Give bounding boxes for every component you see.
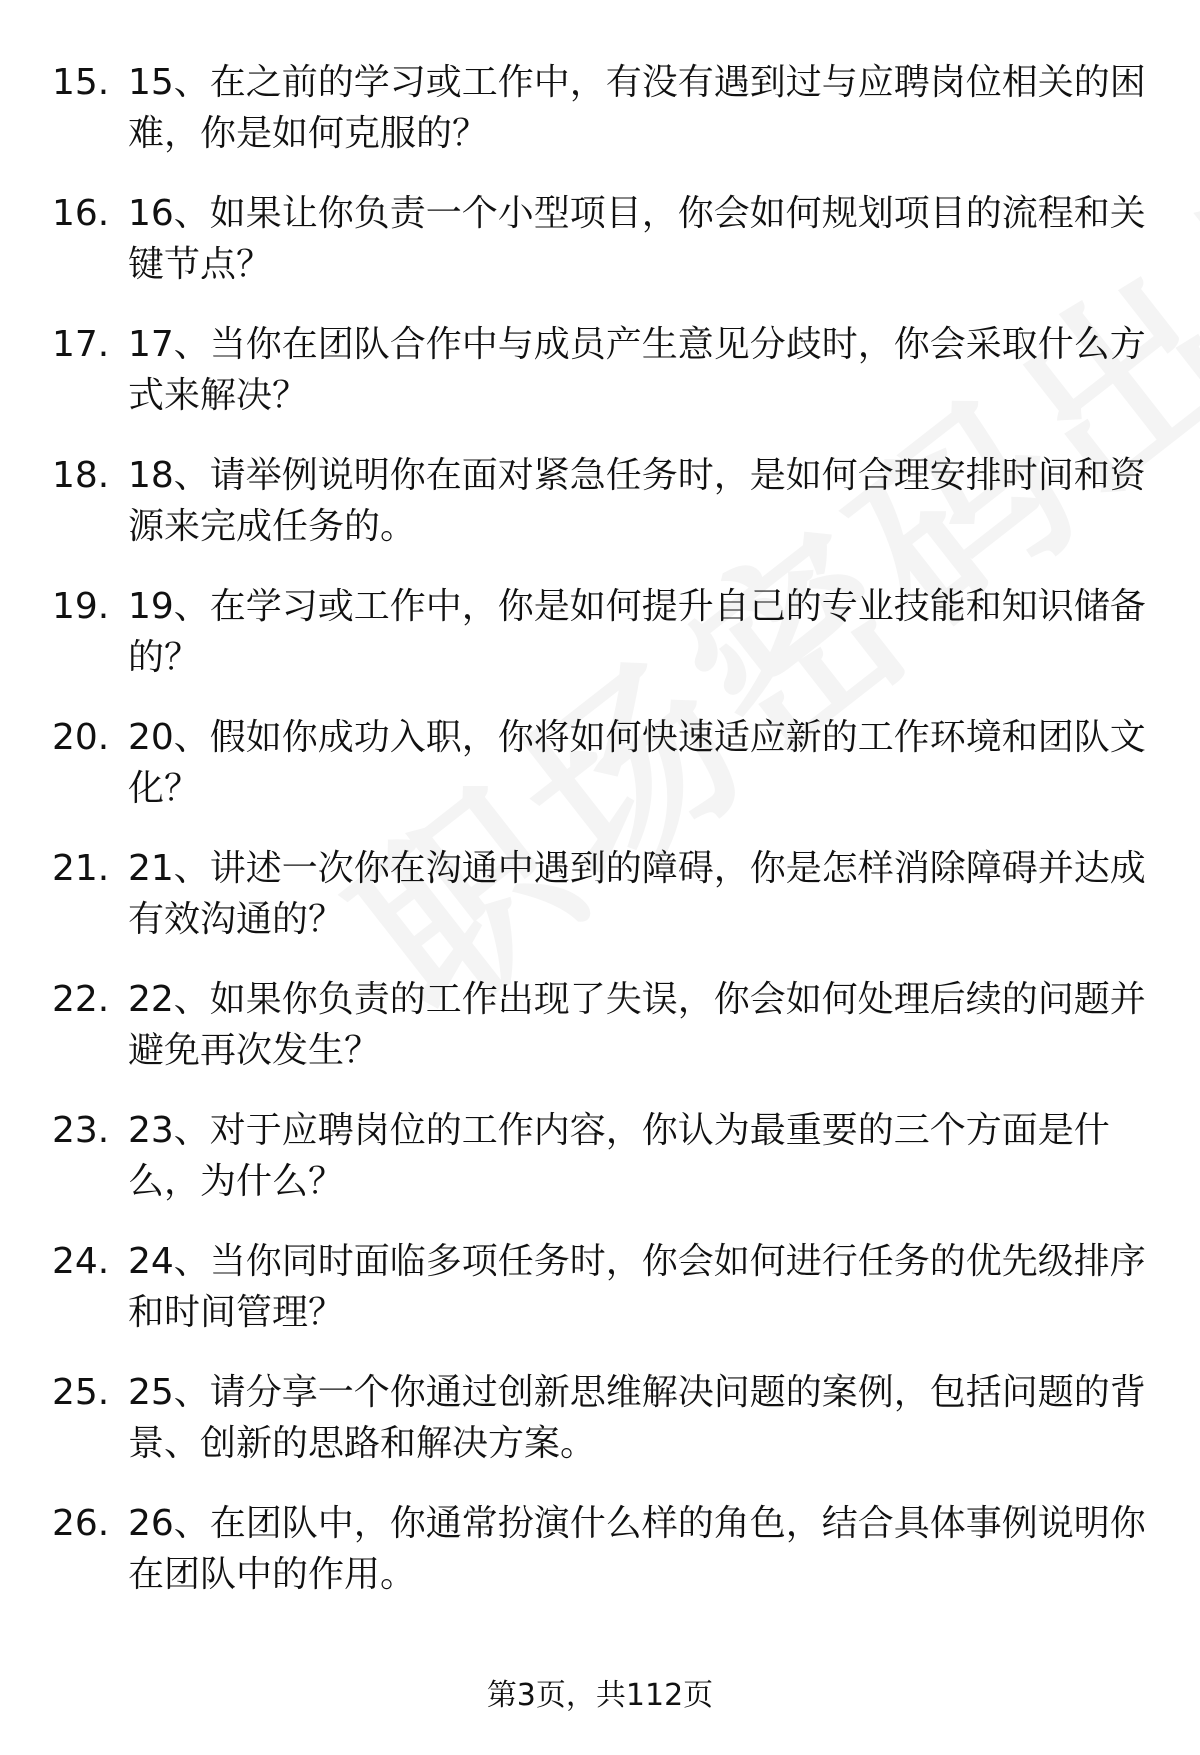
question-item bbox=[0, 843, 1200, 974]
question-number: 19. bbox=[52, 586, 110, 627]
question-item bbox=[0, 974, 1200, 1105]
question-item bbox=[0, 1498, 1200, 1629]
question-number: 22. bbox=[52, 979, 110, 1020]
question-text: 26、在团队中，你通常扮演什么样的角色，结合具体事例说明你在团队中的作用。 bbox=[128, 1503, 1146, 1595]
question-number: 17. bbox=[52, 324, 110, 365]
question-text: 17、当你在团队合作中与成员产生意见分歧时，你会采取什么方式来解决？ bbox=[128, 324, 1146, 416]
question-text: 21、讲述一次你在沟通中遇到的障碍，你是怎样消除障碍并达成有效沟通的？ bbox=[128, 848, 1146, 940]
question-text: 19、在学习或工作中，你是如何提升自己的专业技能和知识储备的？ bbox=[128, 586, 1146, 678]
question-list bbox=[0, 57, 1200, 1629]
question-text: 16、如果让你负责一个小型项目，你会如何规划项目的流程和关键节点？ bbox=[128, 193, 1146, 285]
question-item bbox=[0, 319, 1200, 450]
question-number: 26. bbox=[52, 1503, 110, 1544]
page-indicator: 第3页，共112页 bbox=[486, 1678, 714, 1713]
question-item bbox=[0, 57, 1200, 188]
question-item bbox=[0, 450, 1200, 581]
question-item bbox=[0, 712, 1200, 843]
question-text: 18、请举例说明你在面对紧急任务时，是如何合理安排时间和资源来完成任务的。 bbox=[128, 455, 1146, 547]
question-number: 25. bbox=[52, 1372, 110, 1413]
question-number: 23. bbox=[52, 1110, 110, 1151]
question-number: 18. bbox=[52, 455, 110, 496]
question-text: 20、假如你成功入职，你将如何快速适应新的工作环境和团队文化？ bbox=[128, 717, 1146, 809]
question-item bbox=[0, 1105, 1200, 1236]
question-item bbox=[0, 188, 1200, 319]
question-item bbox=[0, 1236, 1200, 1367]
question-item bbox=[0, 581, 1200, 712]
question-text: 24、当你同时面临多项任务时，你会如何进行任务的优先级排序和时间管理？ bbox=[128, 1241, 1146, 1333]
question-text: 15、在之前的学习或工作中，有没有遇到过与应聘岗位相关的困难，你是如何克服的？ bbox=[128, 62, 1146, 154]
question-text: 25、请分享一个你通过创新思维解决问题的案例，包括问题的背景、创新的思路和解决方案。 bbox=[128, 1372, 1146, 1464]
question-number: 21. bbox=[52, 848, 110, 889]
question-number: 16. bbox=[52, 193, 110, 234]
question-item bbox=[0, 1367, 1200, 1498]
question-number: 24. bbox=[52, 1241, 110, 1282]
question-number: 15. bbox=[52, 62, 110, 103]
question-text: 23、对于应聘岗位的工作内容，你认为最重要的三个方面是什么，为什么？ bbox=[128, 1110, 1110, 1202]
question-number: 20. bbox=[52, 717, 110, 758]
question-text: 22、如果你负责的工作出现了失误，你会如何处理后续的问题并避免再次发生？ bbox=[128, 979, 1146, 1071]
